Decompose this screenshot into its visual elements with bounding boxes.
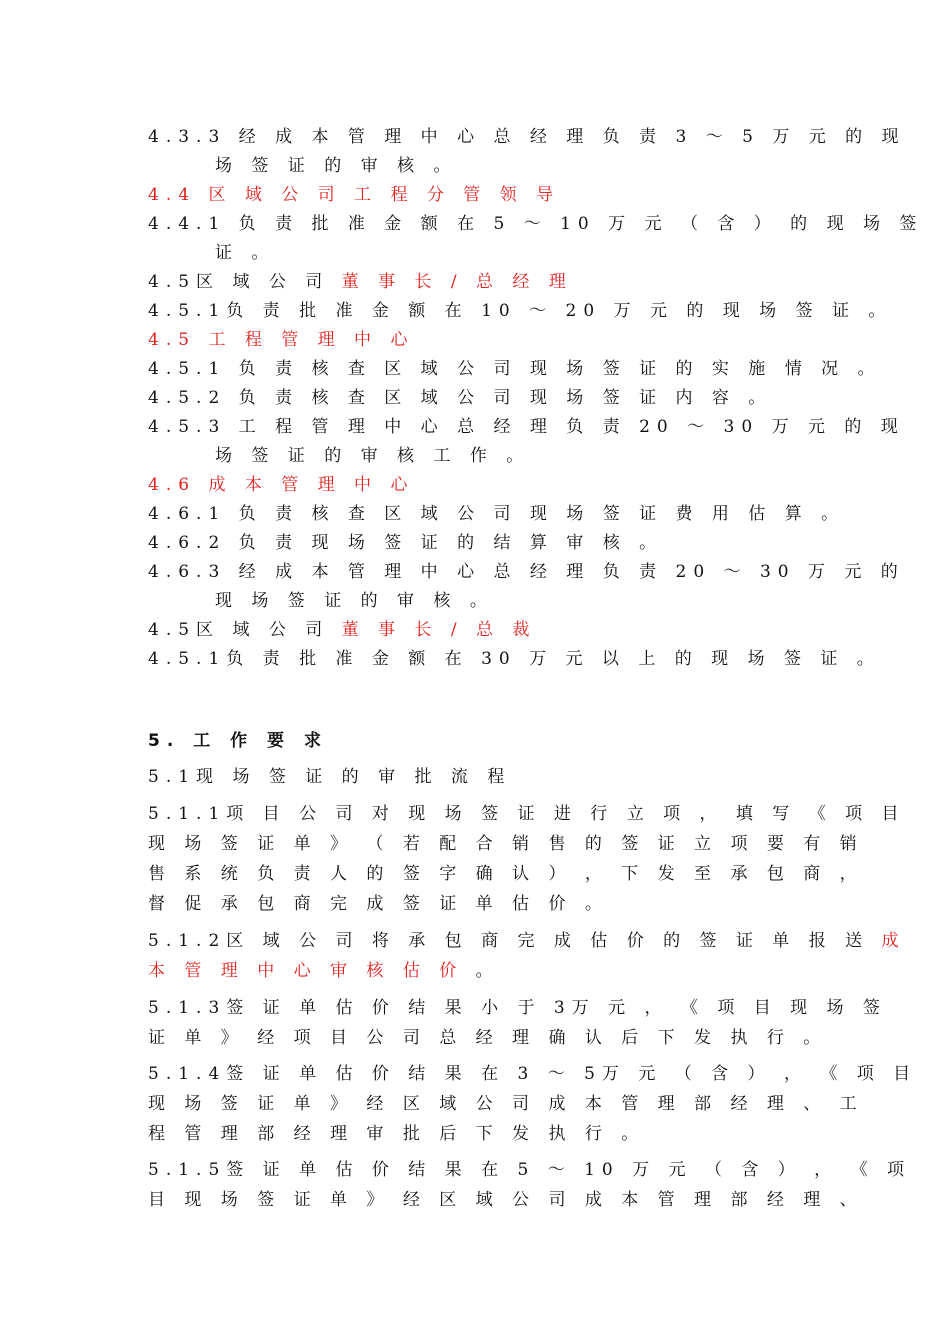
chapter-title: 5. 工 作 要 求 [148, 731, 328, 751]
text-line: 售 系 统 负 责 人 的 签 字 确 认 ） ， 下 发 至 承 包 商 ， [148, 864, 864, 884]
text-line: 4.5.1 负 责 核 查 区 域 公 司 现 场 签 证 的 实 施 情 况 。 [148, 359, 882, 379]
text-line: 目 现 场 签 证 单 》 经 区 域 公 司 成 本 管 理 部 经 理 、 [148, 1190, 864, 1210]
heading-text: 4.5区 域 公 司 [148, 620, 342, 640]
heading-text: 4.5区 域 公 司 [148, 272, 342, 292]
text-line: 现 场 签 证 的 审 核 。 [215, 591, 494, 611]
text-line: 4.5.2 负 责 核 查 区 域 公 司 现 场 签 证 内 容 。 [148, 388, 773, 408]
text-line: 场 签 证 的 审 核 工 作 。 [215, 446, 531, 466]
text-line: 证 单 》 经 项 目 公 司 总 经 理 确 认 后 下 发 执 行 。 [148, 1028, 828, 1048]
text-line: 证 。 [215, 243, 276, 263]
text-line: 4.6.1 负 责 核 查 区 域 公 司 现 场 签 证 费 用 估 算 。 [148, 504, 846, 524]
highlight-text: 董 事 长 / 总 经 理 [341, 272, 573, 292]
text-line: 4.5.3 工 程 管 理 中 心 总 经 理 负 责 20 ～ 30 万 元 的 现 [148, 417, 905, 437]
text-line: 4.3.3 经 成 本 管 理 中 心 总 经 理 负 责 3 ～ 5 万 元 的 现 [148, 127, 906, 147]
body-text: 5.1.2区 域 公 司 将 承 包 商 完 成 估 价 的 签 证 单 报 送 [148, 931, 882, 951]
section-heading: 4.4 区 域 公 司 工 程 分 管 领 导 [148, 185, 561, 205]
body-text: 。 [463, 961, 500, 981]
section-heading [148, 271, 573, 293]
text-line: 场 签 证 的 审 核 。 [215, 156, 458, 176]
text-line: 5.1.3签 证 单 估 价 结 果 小 于 3万 元 ， 《 项 目 现 场 签 [148, 998, 887, 1018]
text-line: 4.5.1负 责 批 准 金 额 在 10 ～ 20 万 元 的 现 场 签 证 。 [148, 301, 893, 321]
highlight-text: 董 事 长 / 总 裁 [341, 620, 537, 640]
text-line [148, 930, 906, 952]
text-line: 4.6.3 经 成 本 管 理 中 心 总 经 理 负 责 20 ～ 30 万 元 的 [148, 562, 905, 582]
section-heading: 4.6 成 本 管 理 中 心 [148, 475, 415, 495]
text-line: 现 场 签 证 单 》 经 区 域 公 司 成 本 管 理 部 经 理 、 工 [148, 1094, 864, 1114]
text-line: 程 管 理 部 经 理 审 批 后 下 发 执 行 。 [148, 1124, 646, 1144]
text-line: 现 场 签 证 单 》 （ 若 配 合 销 售 的 签 证 立 项 要 有 销 [148, 834, 864, 854]
text-line [148, 960, 500, 982]
highlight-text: 本 管 理 中 心 审 核 估 价 [148, 961, 464, 981]
text-line: 5.1.4签 证 单 估 价 结 果 在 3 ～ 5万 元 （ 含 ） ， 《 项 目 [148, 1064, 918, 1084]
text-line: 5.1.5签 证 单 估 价 结 果 在 5 ～ 10 万 元 （ 含 ） ， 《 项 [148, 1160, 911, 1180]
text-line: 5.1.1项 目 公 司 对 现 场 签 证 进 行 立 项 ， 填 写 《 项 目 [148, 804, 906, 824]
text-line: 4.5.1负 责 批 准 金 额 在 30 万 元 以 上 的 现 场 签 证 。 [148, 649, 881, 669]
highlight-text: 成 [881, 931, 906, 951]
section-heading [148, 619, 536, 641]
text-line: 督 促 承 包 商 完 成 签 证 单 估 价 。 [148, 894, 609, 914]
text-line: 4.4.1 负 责 批 准 金 额 在 5 ～ 10 万 元 （ 含 ） 的 现 场 签 [148, 214, 924, 234]
section-heading: 4.5 工 程 管 理 中 心 [148, 330, 415, 350]
text-line: 4.6.2 负 责 现 场 签 证 的 结 算 审 核 。 [148, 533, 664, 553]
subsection-heading: 5.1现 场 签 证 的 审 批 流 程 [148, 767, 512, 787]
